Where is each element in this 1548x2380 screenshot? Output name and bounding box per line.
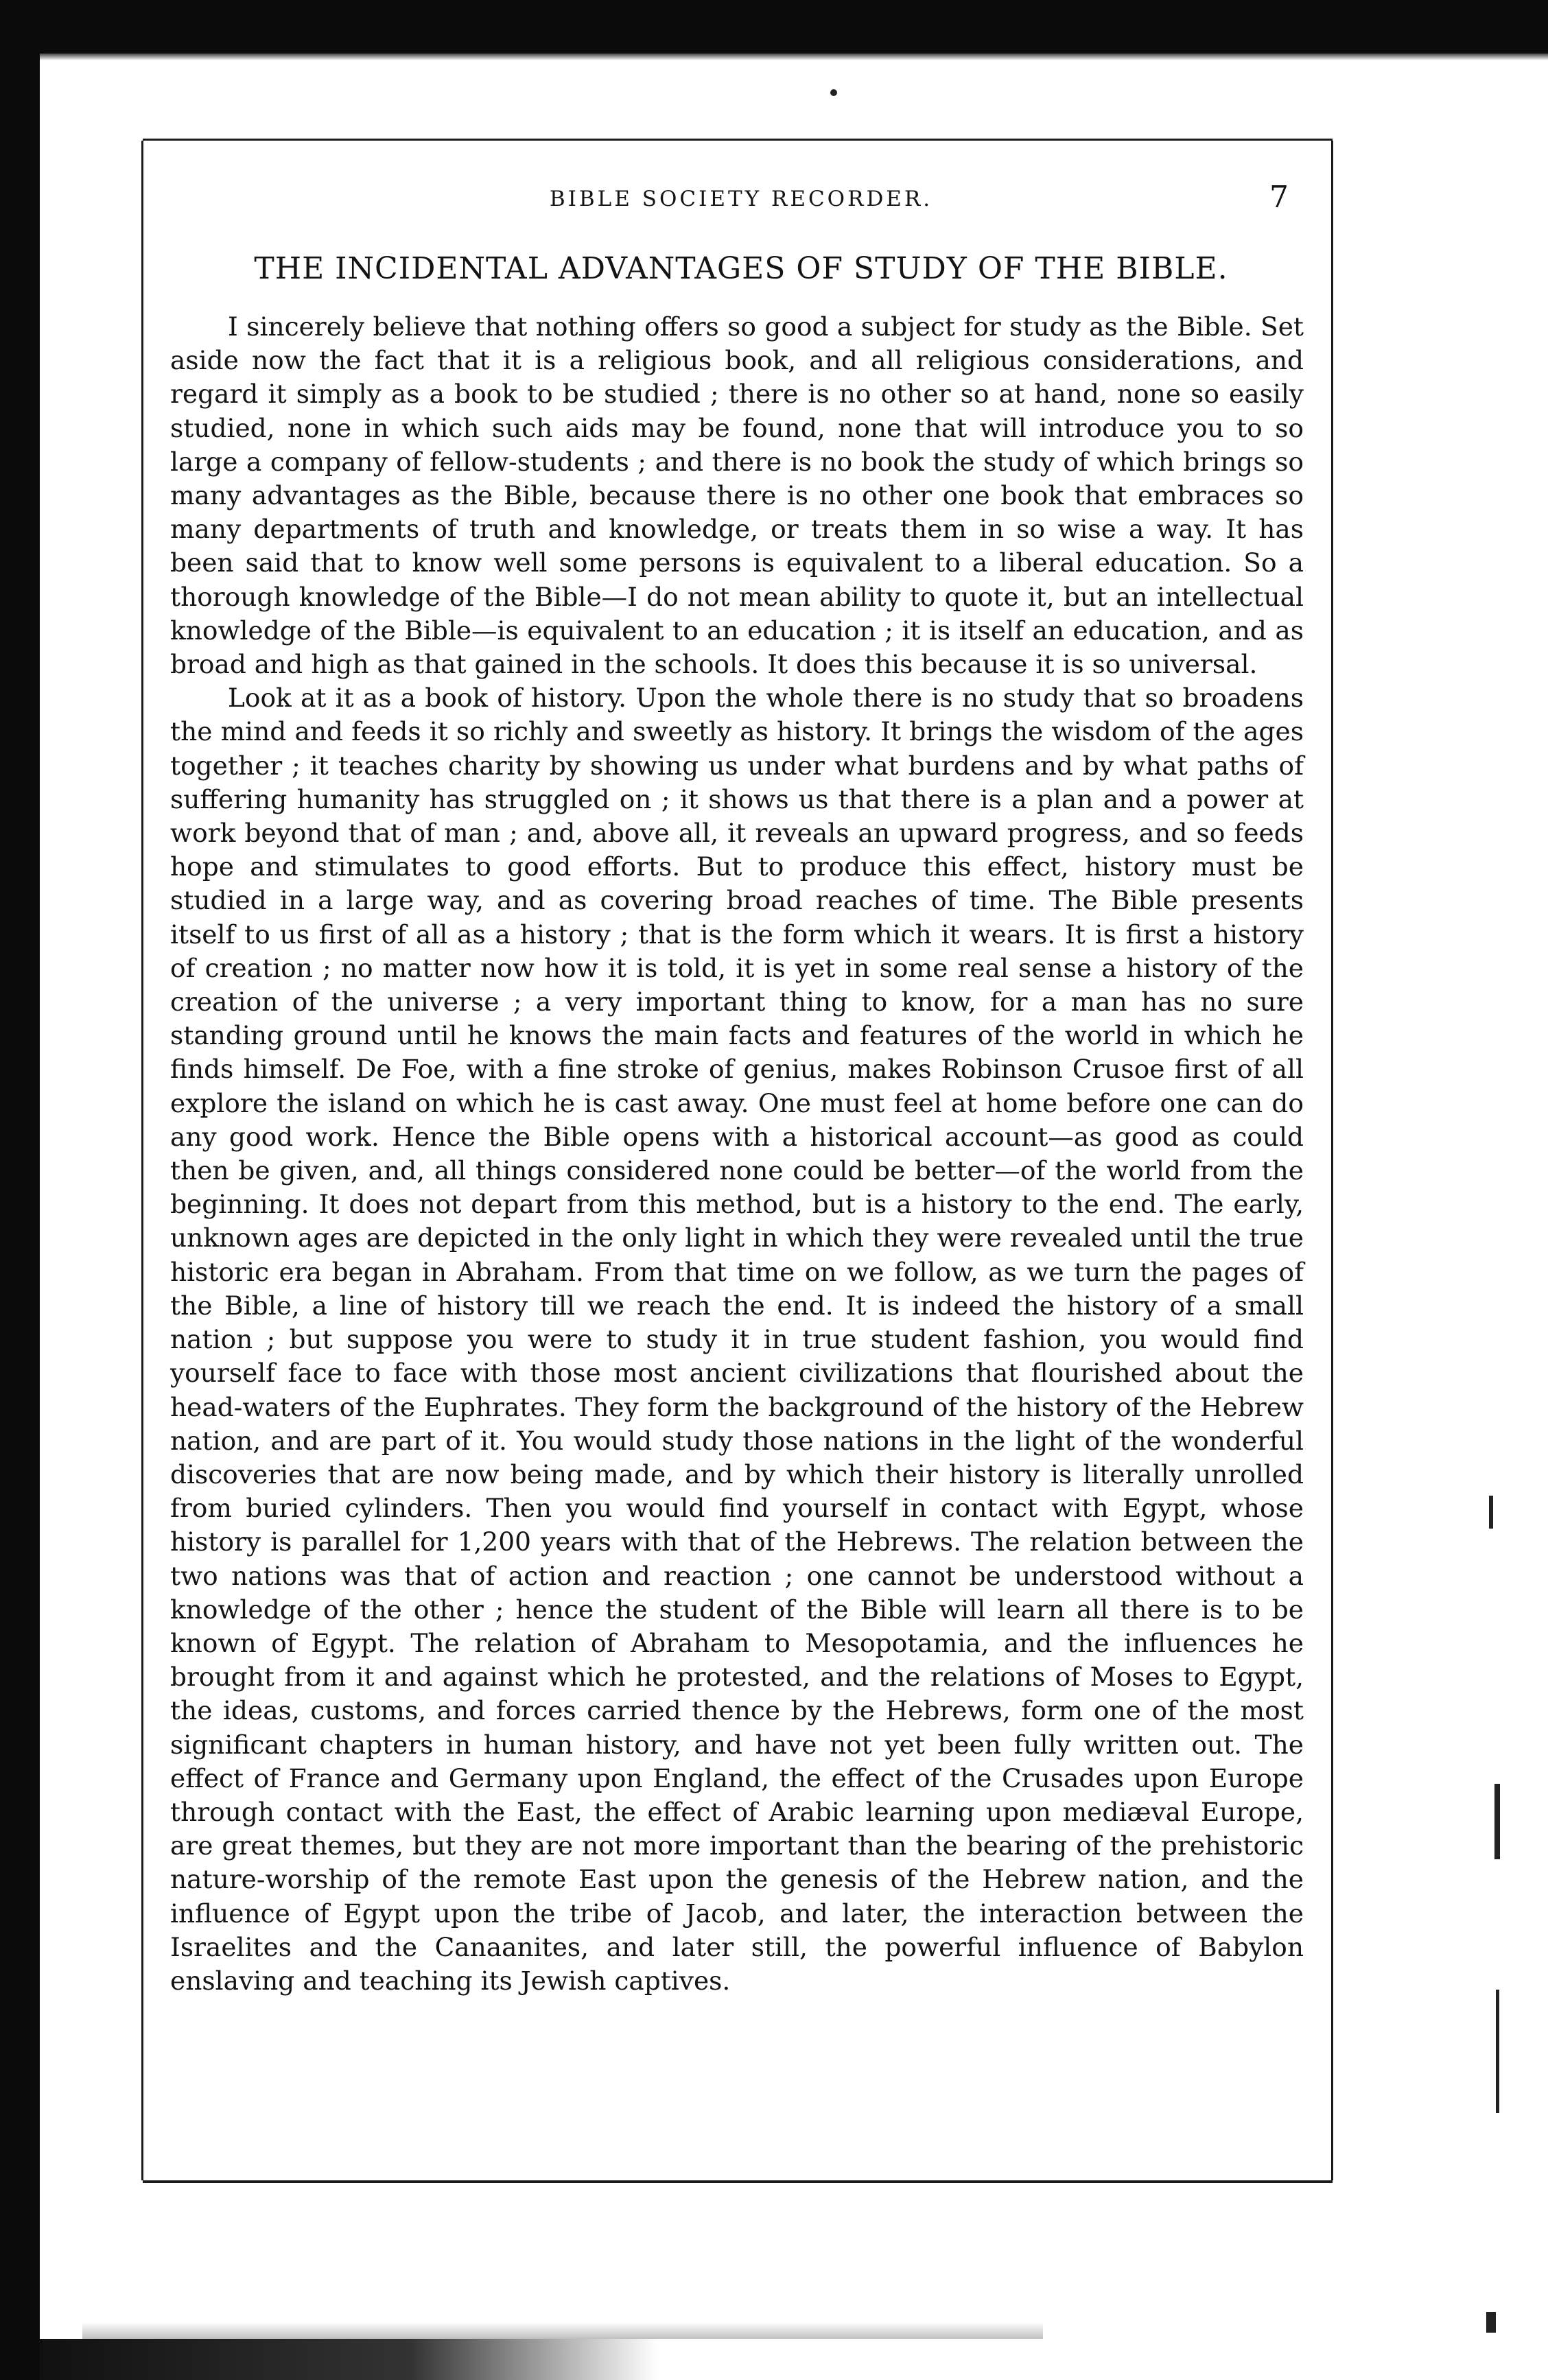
gutter-speck	[1489, 1496, 1493, 1529]
frame-top-rule	[143, 139, 1333, 141]
scan-top-edge	[0, 0, 1548, 54]
gutter-speck	[1486, 2312, 1496, 2333]
gutter-speck	[830, 89, 837, 96]
scan-bottom-edge	[40, 2339, 657, 2380]
page-header	[178, 180, 1304, 221]
frame-left-rule	[141, 141, 143, 2180]
page-number: 7	[1269, 180, 1289, 215]
frame-right-rule	[1331, 141, 1333, 2180]
scan-top-edge-fade	[0, 54, 1548, 60]
paragraph: I sincerely believe that nothing offers so good a subject for study as the Bible. Set aside now the fact that it is a religious book, and all religious considerations, and regard it simply as a book to be studied ; there is no other so at hand, none so easily studied, none in which such aids may be found, none that will introduce you to so large a company of fellow-students ; and there is no book the study of which brings so many advantages as the Bible, because there is no other one book that embraces so many departments of truth and knowledge, or treats them in so wise a way. It has been said that to know well some persons is equivalent to a liberal education. So a thorough knowledge of the Bible—I do not mean ability to quote it, but an intellectual knowledge of the Bible—is equivalent to an education ; it is itself an education, and as broad and high as that gained in the schools. It does this because it is so universal.	[170, 311, 1304, 680]
paragraph: Look at it as a book of history. Upon the whole there is no study that so broadens the mind and feeds it so richly and sweetly as history. It brings the wisdom of the ages together ; it teaches charity by showing us under what burdens and by what paths of suffering humanity has struggled on ; it shows us that there is a plan and a power at work beyond that of man ; and, above all, it reveals an upward progress, and so feeds hope and stimulates to good efforts. But to produce this effect, history must be studied in a large way, and as covering broad reaches of time. The Bible presents itself to us first of all as a history ; that is the form which it wears. It is first a history of creation ; no matter now how it is told, it is yet in some real sense a history of the creation of the universe ; a very important thing to know, for a man has no sure standing ground until he knows the main facts and features of the world in which he finds himself. De Foe, with a fine stroke of genius, makes Robinson Crusoe first of all explore the island on which he is cast away. One must feel at home before one can do any good work. Hence the Bible opens with a historical account—as good as could then be given, and, all things considered none could be better—of the world from the beginning. It does not depart from this method, but is a history to the end. The early, unknown ages are depicted in the only light in which they were revealed until the true historic era began in Abraham. From that time on we follow, as we turn the pages of the Bible, a line of history till we reach the end. It is indeed the history of a small nation ; but suppose you were to study it in true student fashion, you would find yourself face to face with those most ancient civilizations that flourished about the head-waters of the Euphrates. They form the background of the history of the Hebrew nation, and are part of it. You would study those nations in the light of the wonderful discoveries that are now being made, and by which their history is literally unrolled from buried cylinders. Then you would find yourself in contact with Egypt, whose history is parallel for 1,200 years with that of the Hebrews. The relation between the two nations was that of action and reaction ; one cannot be understood without a knowledge of the other ; hence the student of the Bible will learn all there is to be known of Egypt. The relation of Abraham to Mesopotamia, and the influences he brought from it and against which he protested, and the relations of Moses to Egypt, the ideas, customs, and forces carried thence by the Hebrews, form one of the most significant chapters in human history, and have not yet been fully written out. The effect of France and Germany upon England, the effect of the Crusades upon Europe through contact with the East, the effect of Arabic learning upon mediæval Europe, are great themes, but they are not more important than the bearing of the prehistoric nature-worship of the remote East upon the genesis of the Hebrew nation, and the influence of Egypt upon the tribe of Jacob, and later, the interaction between the Israelites and the Canaanites, and later still, the powerful influence of Babylon enslaving and teaching its Jewish captives.	[170, 683, 1304, 1996]
gutter-speck	[1494, 1784, 1500, 1859]
article-title: THE INCIDENTAL ADVANTAGES OF STUDY OF THE BIBLE.	[254, 251, 1228, 286]
frame-bottom-rule	[143, 2180, 1333, 2183]
gutter-speck	[1496, 1990, 1499, 2113]
running-title: BIBLE SOCIETY RECORDER.	[549, 187, 933, 211]
scan-left-edge	[0, 54, 40, 2380]
scan-bottom-shadow	[82, 2322, 1043, 2339]
article-body	[170, 310, 1304, 1998]
